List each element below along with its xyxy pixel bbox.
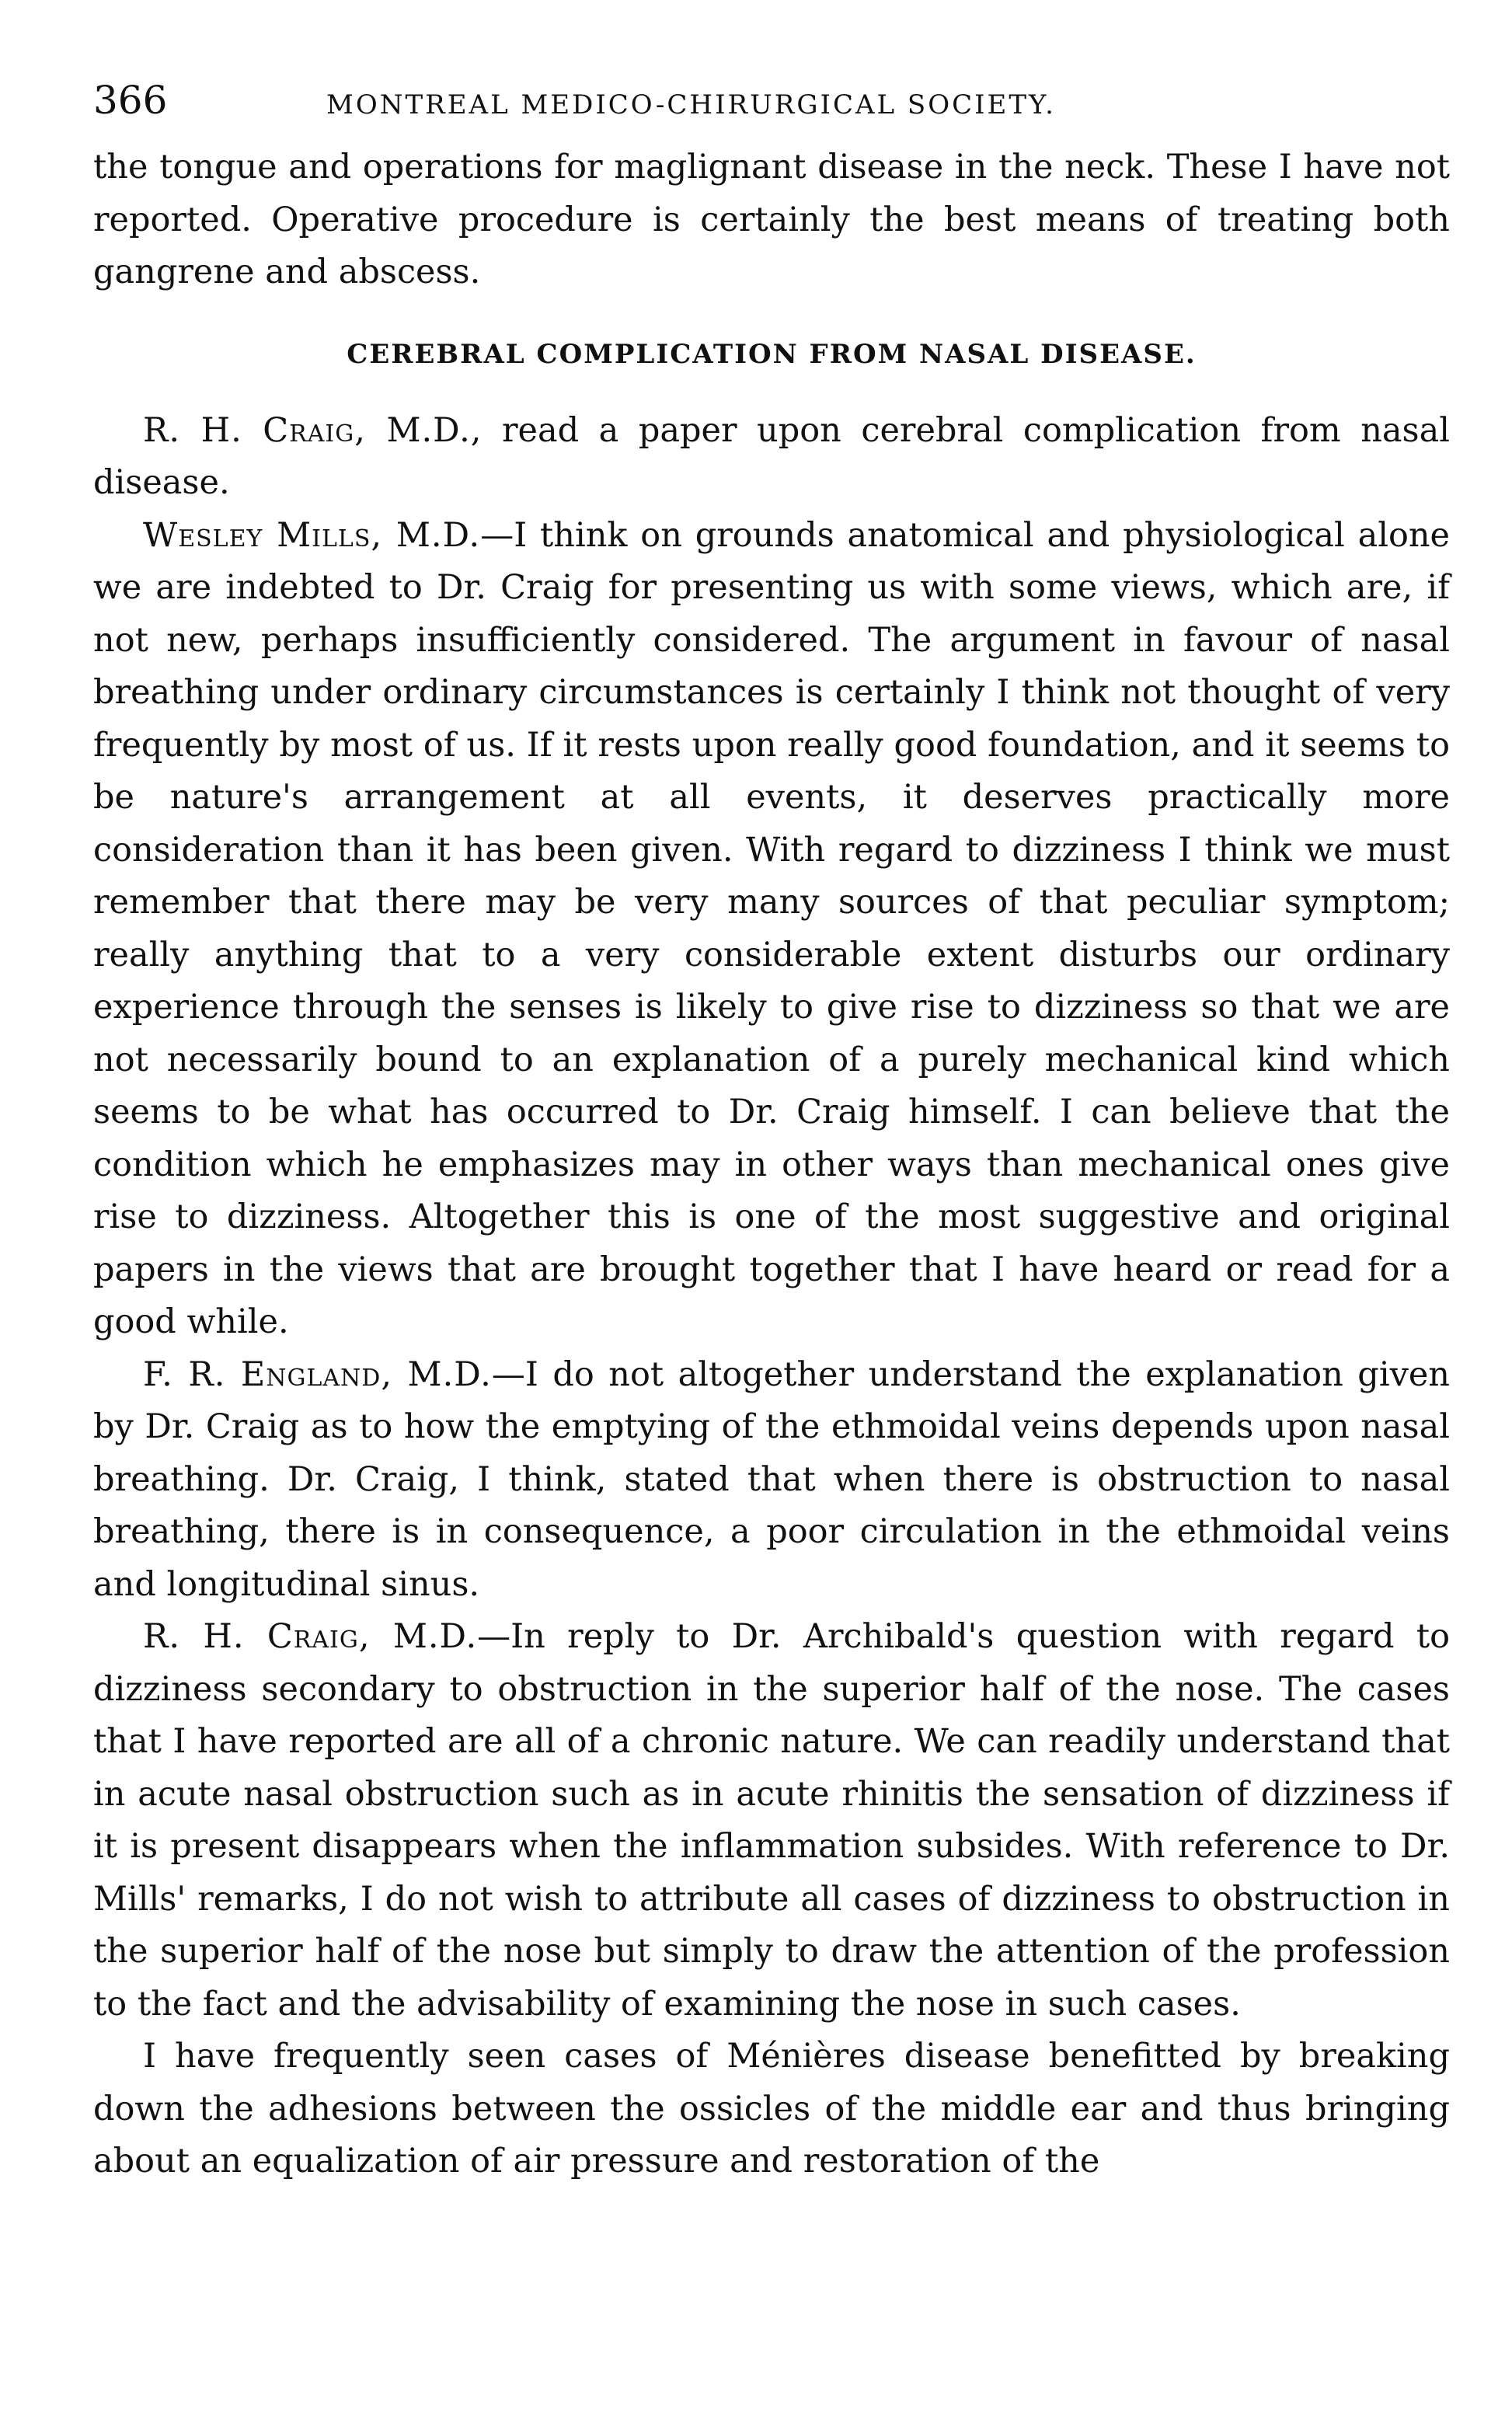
section-heading: CEREBRAL COMPLICATION FROM NASAL DISEASE. (347, 338, 1197, 370)
paragraph-continuation: the tongue and operations for maglignant disease in the neck. These I have not reported. Operative procedure is certainly the best means of treating both gangrene and abscess. (93, 148, 1450, 291)
running-head-title: MONTREAL MEDICO-CHIRURGICAL SOCIETY. (326, 89, 1056, 120)
paragraph-england-remarks (93, 1349, 1450, 1612)
paragraph-craig-reply (93, 1611, 1450, 2031)
speaker-name: R. H. Craig, M.D., (143, 410, 483, 450)
paragraph-text: read a paper upon cerebral complication from nasal disease. (93, 410, 1450, 502)
paragraph-text: —I do not altogether understand the explanation given by Dr. Craig as to how the emptying of the ethmoidal veins depends upon nasal breathing. Dr. Craig, I think, stated that when there is obstruction to nasal breathing, there is in consequence, a poor circulation in the ethmoidal veins and longitudinal sinus. (93, 1354, 1450, 1604)
speaker-name: R. H. Craig, M.D. (143, 1617, 478, 1656)
paragraph-text: —In reply to Dr. Archibald's question with regard to dizziness secondary to obstruction in the superior half of the nose. The cases that I have reported are all of a chronic nature. We can readily understand that in acute nasal obstruction such as in acute rhinitis the sensation of dizziness if it is present disappears when the inflammation subsides. With reference to Dr. Mills' remarks, I do not wish to attribute all cases of dizziness to obstruction in the superior half of the nose but simply to draw the attention of the profession to the fact and the advisability of examining the nose in such cases. (93, 1617, 1450, 2024)
page-number: 366 (93, 78, 168, 123)
paragraph-menieres: I have frequently seen cases of Ménières disease benefitted by breaking down the adhesions between the ossicles of the middle ear and thus bringing about an equalization of air pressure and restoration of the (93, 2037, 1450, 2181)
paragraph-text: —I think on grounds anatomical and physiological alone we are indebted to Dr. Craig for presenting us with some views, which are, if not new, perhaps insufficiently considered. The argument in favour of nasal breathing under ordinary circumstances is certainly I think not thought of very frequently by most of us. If it rests upon really good foundation, and it seems to be nature's arrangement at all events, it deserves practically more consideration than it has been given. With regard to dizziness I think we must remember that there may be very many sources of that peculiar symptom; really anything that to a very considerable extent disturbs our ordinary experience through the senses is likely to give rise to dizziness so that we are not necessarily bound to an explanation of a purely mechanical kind which seems to be what has occurred to Dr. Craig himself. I can believe that the condition which he emphasizes may in other ways than mechanical ones give rise to dizziness. Altogether this is one of the most suggestive and original papers in the views that are brought together that I have heard or read for a good while. (93, 515, 1450, 1341)
paragraph-mills-remarks (93, 510, 1450, 1349)
running-head (93, 78, 1450, 132)
paragraph-craig-intro (93, 405, 1450, 510)
speaker-name: F. R. England, M.D. (143, 1354, 492, 1394)
speaker-name: Wesley Mills, M.D. (143, 515, 481, 555)
